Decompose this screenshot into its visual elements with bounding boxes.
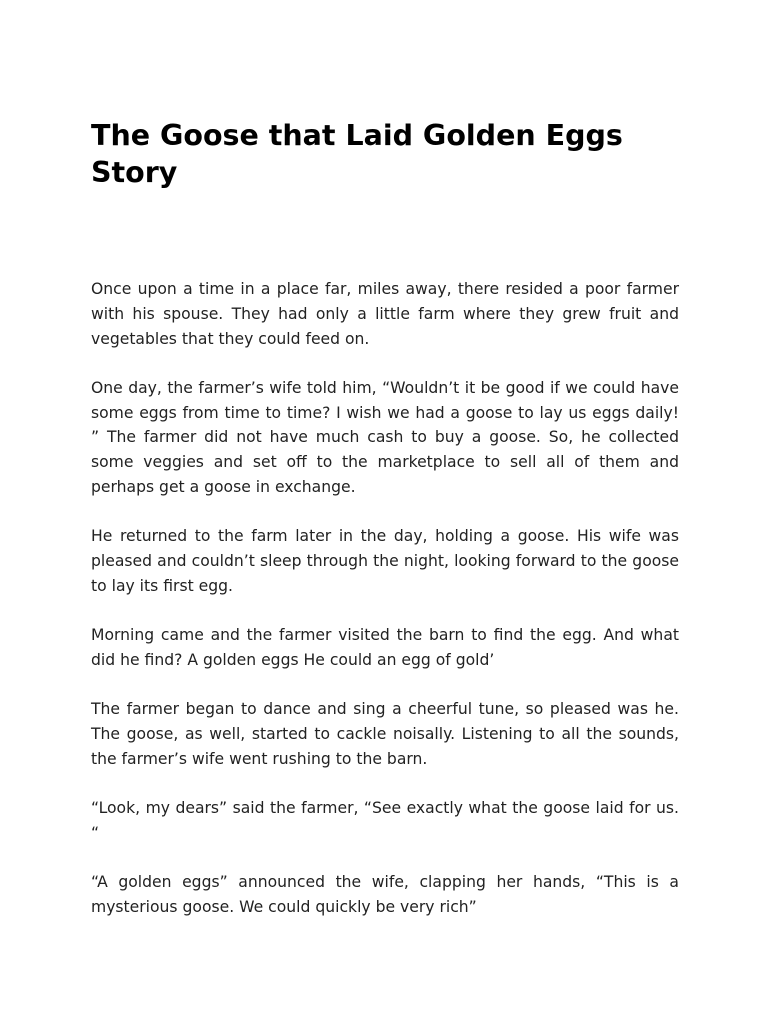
story-body xyxy=(91,277,679,944)
paragraph-3: He returned to the farm later in the day, holding a goose. His wife was pleased and couldn’t sleep through the night, looking forward to the goose to lay its first egg. xyxy=(91,527,679,595)
paragraph-1: Once upon a time in a place far, miles away, there resided a poor farmer with his spouse. They had only a little farm where they grew fruit and vegetables that they could feed on. xyxy=(91,280,679,348)
paragraph-7: “A golden eggs” announced the wife, clapping her hands, “This is a mysterious goose. We could quickly be very rich” xyxy=(91,873,679,917)
paragraph-5: The farmer began to dance and sing a cheerful tune, so pleased was he. The goose, as well, started to cackle noisally. Listening to all the sounds, the farmer’s wife went rushing to the barn. xyxy=(91,700,679,768)
paragraph-2: One day, the farmer’s wife told him, “Wouldn’t it be good if we could have some eggs from time to time? I wish we had a goose to lay us eggs daily! ” The farmer did not have much cash to buy a goose. So, he collected some veggies and set off to the marketplace to sell all of them and perhaps get a goose in exchange. xyxy=(91,378,679,497)
page-title: The Goose that Laid Golden Eggs Story xyxy=(91,119,623,189)
paragraph-6: “Look, my dears” said the farmer, “See exactly what the goose laid for us. “ xyxy=(91,799,679,843)
paragraph-4: Morning came and the farmer visited the barn to find the egg. And what did he find? A golden eggs He could an egg of gold’ xyxy=(91,626,679,670)
